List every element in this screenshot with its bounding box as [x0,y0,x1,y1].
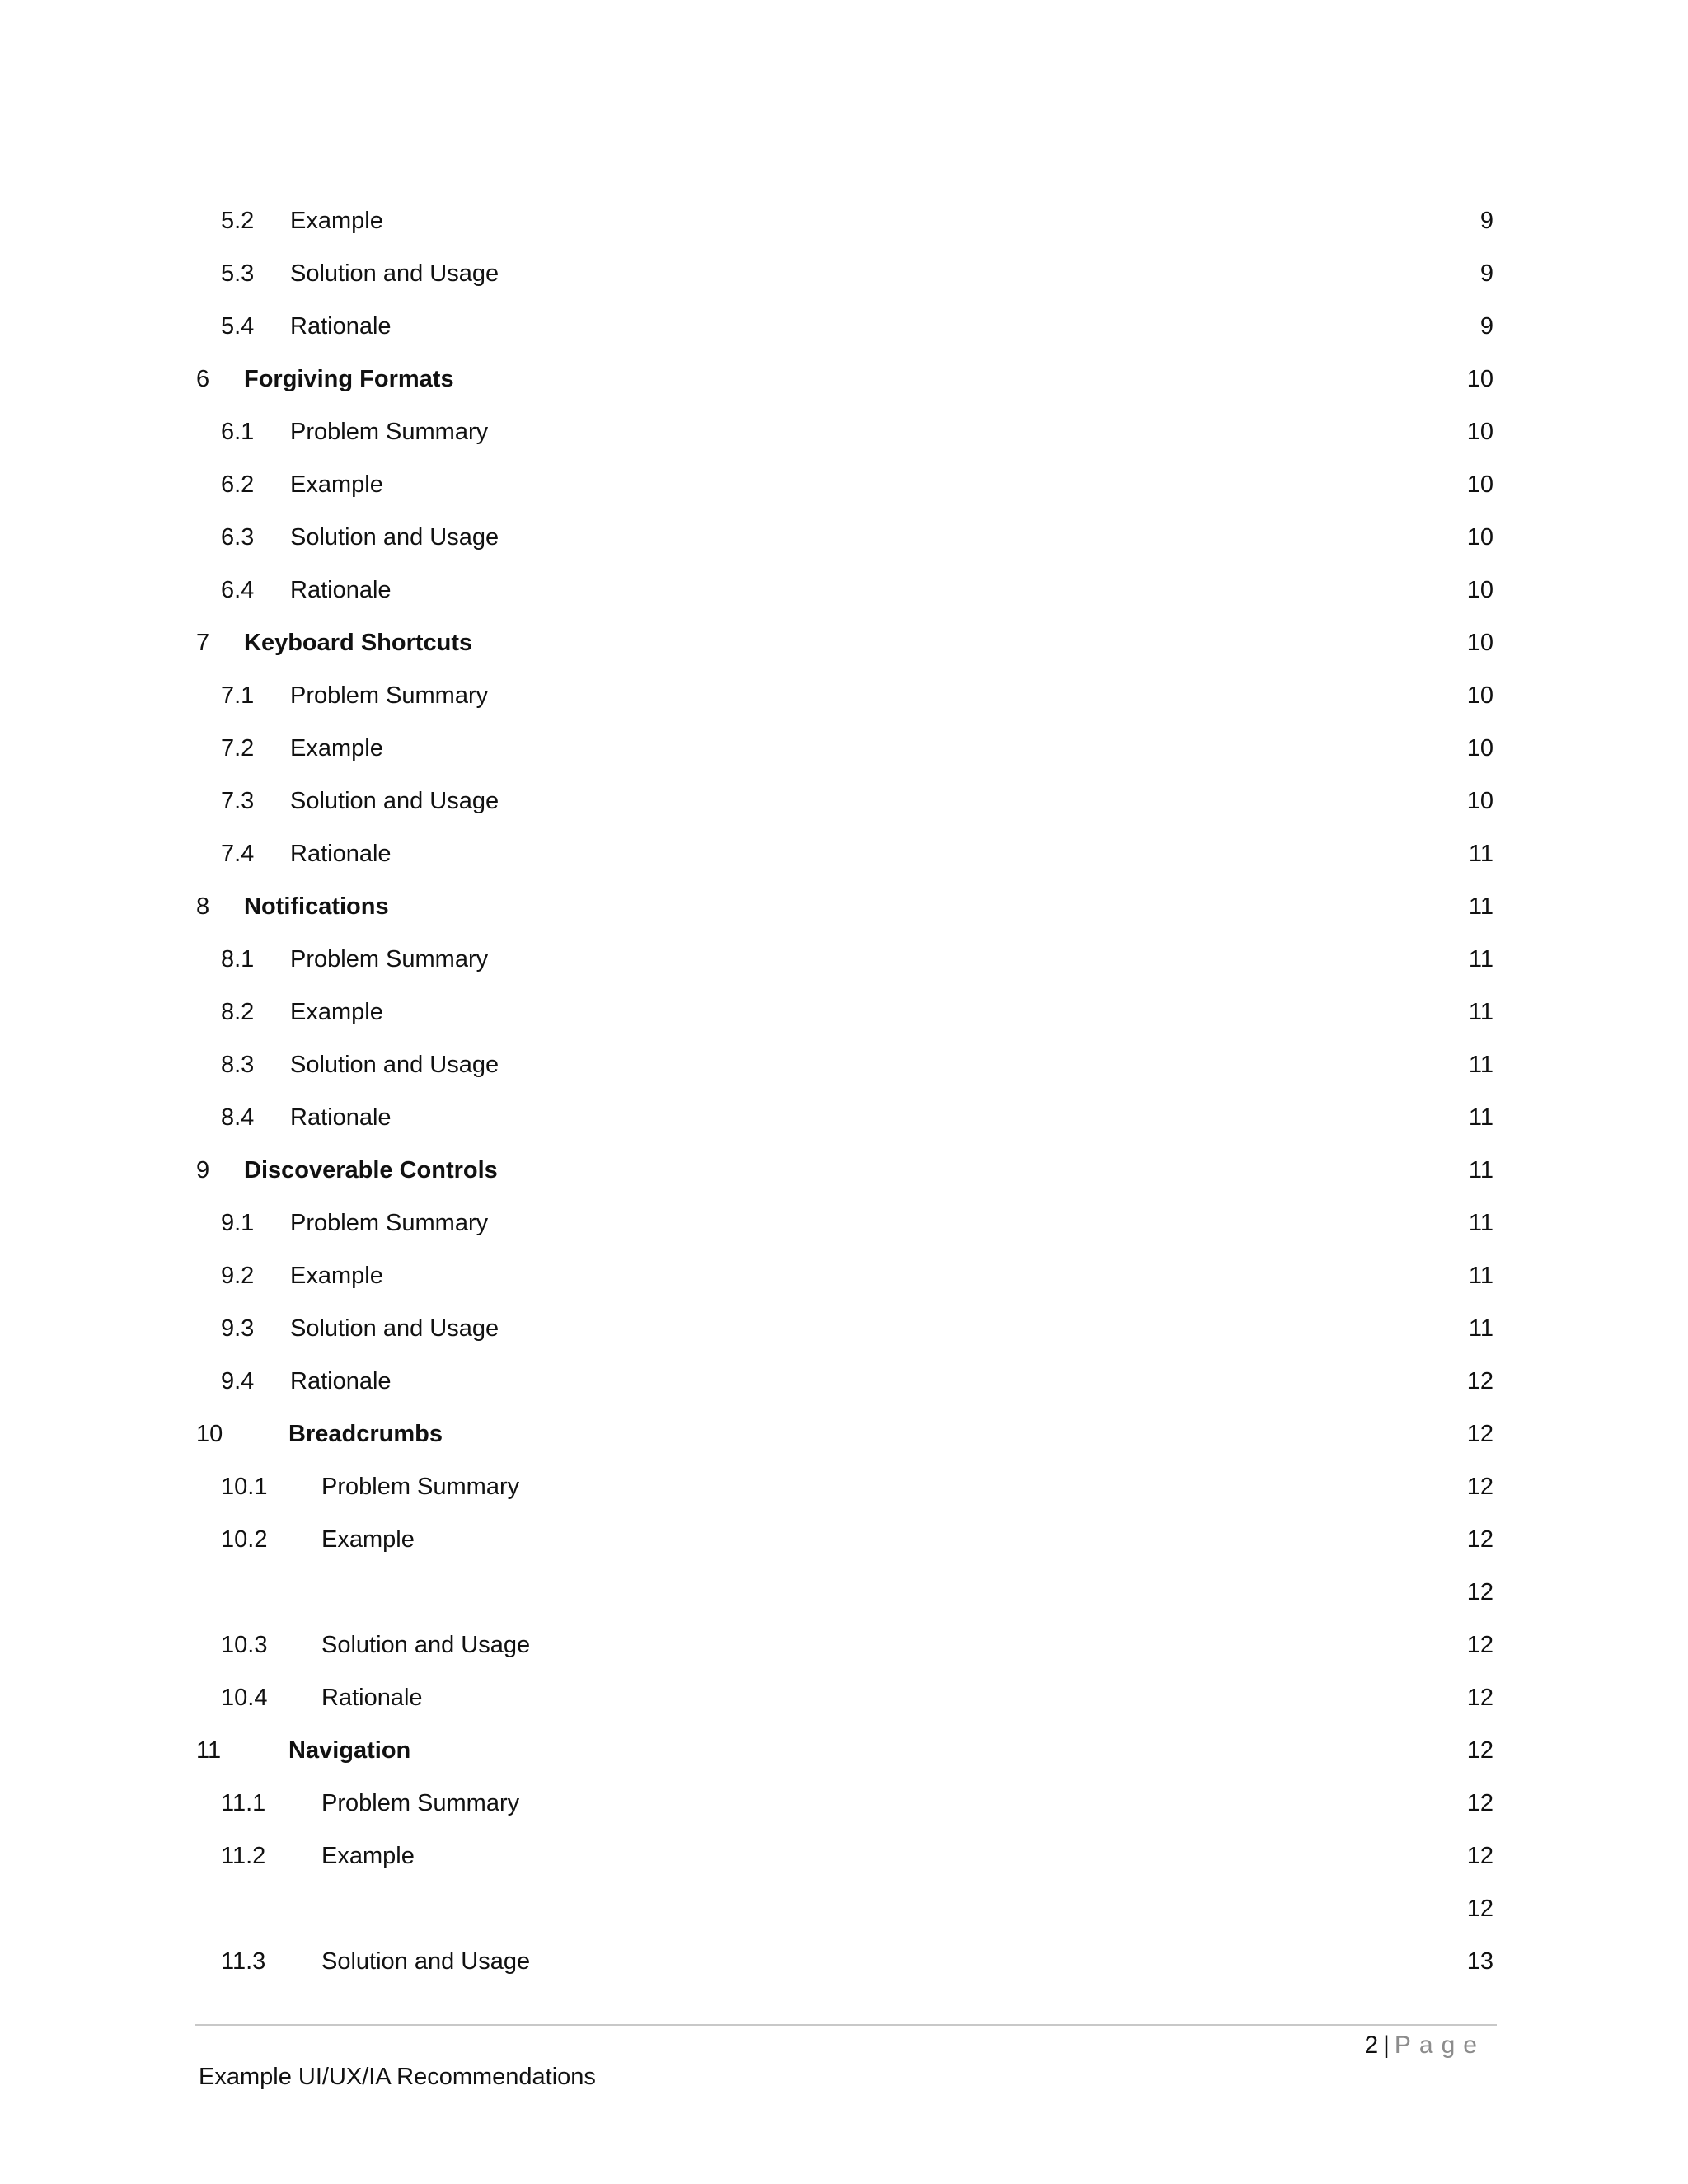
toc-subsection-entry[interactable] [196,986,1493,1038]
toc-section-entry[interactable] [196,1724,1493,1777]
table-of-contents [196,194,1493,1988]
toc-subsection-entry[interactable] [196,1882,1493,1935]
toc-entry-page: 11 [1468,946,1493,972]
toc-entry-number: 7 [196,630,210,656]
toc-entry-number: 10.3 [221,1632,268,1658]
toc-entry-number: 11.2 [221,1843,266,1869]
toc-subsection-entry[interactable] [196,722,1493,775]
toc-entry-number: 9 [196,1157,210,1183]
toc-entry-title: Keyboard Shortcuts [244,630,473,656]
toc-subsection-entry[interactable] [196,247,1493,300]
toc-entry-page: 11 [1468,1315,1493,1342]
toc-entry-page: 10 [1466,682,1493,709]
toc-subsection-entry[interactable] [196,1460,1493,1513]
toc-subsection-entry[interactable] [196,1777,1493,1830]
toc-entry-title: Example [290,999,383,1025]
toc-entry-title: Problem Summary [321,1790,520,1816]
toc-section-entry[interactable] [196,353,1493,405]
toc-entry-page: 11 [1468,1210,1493,1236]
toc-entry-title: Rationale [290,1368,392,1394]
toc-entry-title: Solution and Usage [321,1948,531,1975]
toc-entry-number: 7.4 [221,841,255,867]
page-label: Page [1394,2032,1485,2059]
toc-entry-number: 7.1 [221,682,255,709]
toc-entry-title: Navigation [288,1737,411,1764]
toc-entry-page: 12 [1466,1790,1493,1816]
toc-entry-number: 8.4 [221,1104,255,1131]
toc-section-entry[interactable] [196,616,1493,669]
toc-entry-number: 10 [196,1421,223,1447]
toc-entry-page: 11 [1468,1157,1493,1183]
toc-entry-title: Solution and Usage [290,1315,499,1342]
toc-entry-number: 5.2 [221,208,255,234]
toc-entry-number: 9.1 [221,1210,255,1236]
toc-entry-page: 12 [1466,1685,1493,1711]
toc-section-entry[interactable] [196,1408,1493,1460]
toc-entry-number: 6.2 [221,471,255,498]
toc-entry-title: Example [321,1526,415,1553]
toc-entry-page: 11 [1468,1263,1493,1289]
toc-entry-page: 10 [1466,788,1493,814]
toc-entry-title: Solution and Usage [290,788,499,814]
toc-entry-number: 8.2 [221,999,255,1025]
toc-entry-title: Problem Summary [290,682,489,709]
toc-entry-page: 9 [1479,313,1493,340]
document-footer-title: Example UI/UX/IA Recommendations [199,2064,596,2090]
toc-entry-number: 10.1 [221,1474,268,1500]
toc-entry-number: 6.3 [221,524,255,551]
toc-entry-number: 8.1 [221,946,255,972]
toc-entry-number: 11.3 [221,1948,266,1975]
toc-entry-number: 11.1 [221,1790,266,1816]
toc-entry-title: Example [290,1263,383,1289]
toc-entry-page: 12 [1466,1632,1493,1658]
page-number [1364,2027,1485,2064]
toc-entry-page: 11 [1468,841,1493,867]
toc-entry-number: 7.3 [221,788,255,814]
toc-entry-page: 11 [1468,1104,1493,1131]
toc-entry-title: Rationale [321,1685,423,1711]
toc-subsection-entry[interactable] [196,564,1493,616]
toc-subsection-entry[interactable] [196,1355,1493,1408]
toc-entry-title: Example [290,735,383,762]
toc-entry-page: 12 [1466,1843,1493,1869]
toc-entry-page: 12 [1466,1421,1493,1447]
toc-entry-title: Problem Summary [290,419,489,445]
toc-subsection-entry[interactable] [196,1619,1493,1671]
toc-entry-page: 10 [1466,419,1493,445]
toc-subsection-entry[interactable] [196,1830,1493,1882]
toc-entry-number: 10.4 [221,1685,268,1711]
toc-subsection-entry[interactable] [196,1935,1493,1988]
toc-entry-number: 6.4 [221,577,255,603]
toc-subsection-entry[interactable] [196,511,1493,564]
toc-entry-number: 11 [196,1737,222,1764]
toc-entry-title: Discoverable Controls [244,1157,498,1183]
toc-entry-page: 10 [1466,735,1493,762]
toc-entry-title: Forgiving Formats [244,366,454,392]
toc-entry-page: 12 [1466,1737,1493,1764]
toc-entry-page: 10 [1466,366,1493,392]
page-number-separator: | [1383,2032,1390,2059]
toc-entry-page: 10 [1466,577,1493,603]
toc-entry-title: Example [290,471,383,498]
toc-entry-title: Notifications [244,893,389,920]
toc-entry-number: 10.2 [221,1526,268,1553]
toc-subsection-entry[interactable] [196,458,1493,511]
toc-subsection-entry[interactable] [196,1249,1493,1302]
toc-entry-title: Rationale [290,841,392,867]
toc-subsection-entry[interactable] [196,1038,1493,1091]
toc-entry-page: 10 [1466,471,1493,498]
toc-entry-page: 12 [1466,1368,1493,1394]
toc-entry-page: 9 [1479,260,1493,287]
page-number-value: 2 [1364,2032,1379,2059]
toc-section-entry[interactable] [196,1144,1493,1197]
toc-entry-number: 9.3 [221,1315,255,1342]
toc-entry-title: Solution and Usage [290,1052,499,1078]
toc-subsection-entry[interactable] [196,194,1493,247]
toc-entry-page: 10 [1466,630,1493,656]
toc-entry-number: 5.3 [221,260,255,287]
toc-entry-title: Example [290,208,383,234]
toc-entry-number: 7.2 [221,735,255,762]
toc-entry-title: Solution and Usage [290,524,499,551]
toc-entry-page: 11 [1468,893,1493,920]
toc-entry-page: 12 [1466,1896,1493,1922]
toc-entry-page: 12 [1466,1526,1493,1553]
toc-entry-title: Problem Summary [321,1474,520,1500]
toc-entry-page: 11 [1468,1052,1493,1078]
toc-subsection-entry[interactable] [196,1091,1493,1144]
toc-entry-title: Breadcrumbs [288,1421,443,1447]
toc-entry-number: 9.2 [221,1263,255,1289]
toc-subsection-entry[interactable] [196,827,1493,880]
toc-entry-title: Solution and Usage [321,1632,531,1658]
toc-entry-number: 9.4 [221,1368,255,1394]
toc-entry-number: 8.3 [221,1052,255,1078]
toc-subsection-entry[interactable] [196,1566,1493,1619]
footer-divider [195,2024,1497,2026]
toc-entry-page: 10 [1466,524,1493,551]
toc-entry-page: 11 [1468,999,1493,1025]
toc-entry-title: Example [321,1843,415,1869]
toc-subsection-entry[interactable] [196,669,1493,722]
toc-entry-page: 12 [1466,1474,1493,1500]
toc-subsection-entry[interactable] [196,300,1493,353]
toc-entry-number: 6 [196,366,210,392]
toc-entry-title: Rationale [290,313,392,340]
toc-entry-title: Solution and Usage [290,260,499,287]
toc-subsection-entry[interactable] [196,1671,1493,1724]
toc-section-entry[interactable] [196,880,1493,933]
toc-subsection-entry[interactable] [196,405,1493,458]
toc-subsection-entry[interactable] [196,1513,1493,1566]
toc-entry-title: Problem Summary [290,1210,489,1236]
toc-entry-number: 8 [196,893,210,920]
toc-entry-title: Problem Summary [290,946,489,972]
toc-entry-number: 6.1 [221,419,255,445]
toc-entry-title: Rationale [290,1104,392,1131]
toc-subsection-entry[interactable] [196,1197,1493,1249]
toc-entry-title: Rationale [290,577,392,603]
toc-entry-page: 9 [1479,208,1493,234]
toc-entry-page: 13 [1466,1948,1493,1975]
toc-entry-number: 5.4 [221,313,255,340]
toc-subsection-entry[interactable] [196,933,1493,986]
toc-subsection-entry[interactable] [196,775,1493,827]
toc-subsection-entry[interactable] [196,1302,1493,1355]
toc-entry-page: 12 [1466,1579,1493,1605]
